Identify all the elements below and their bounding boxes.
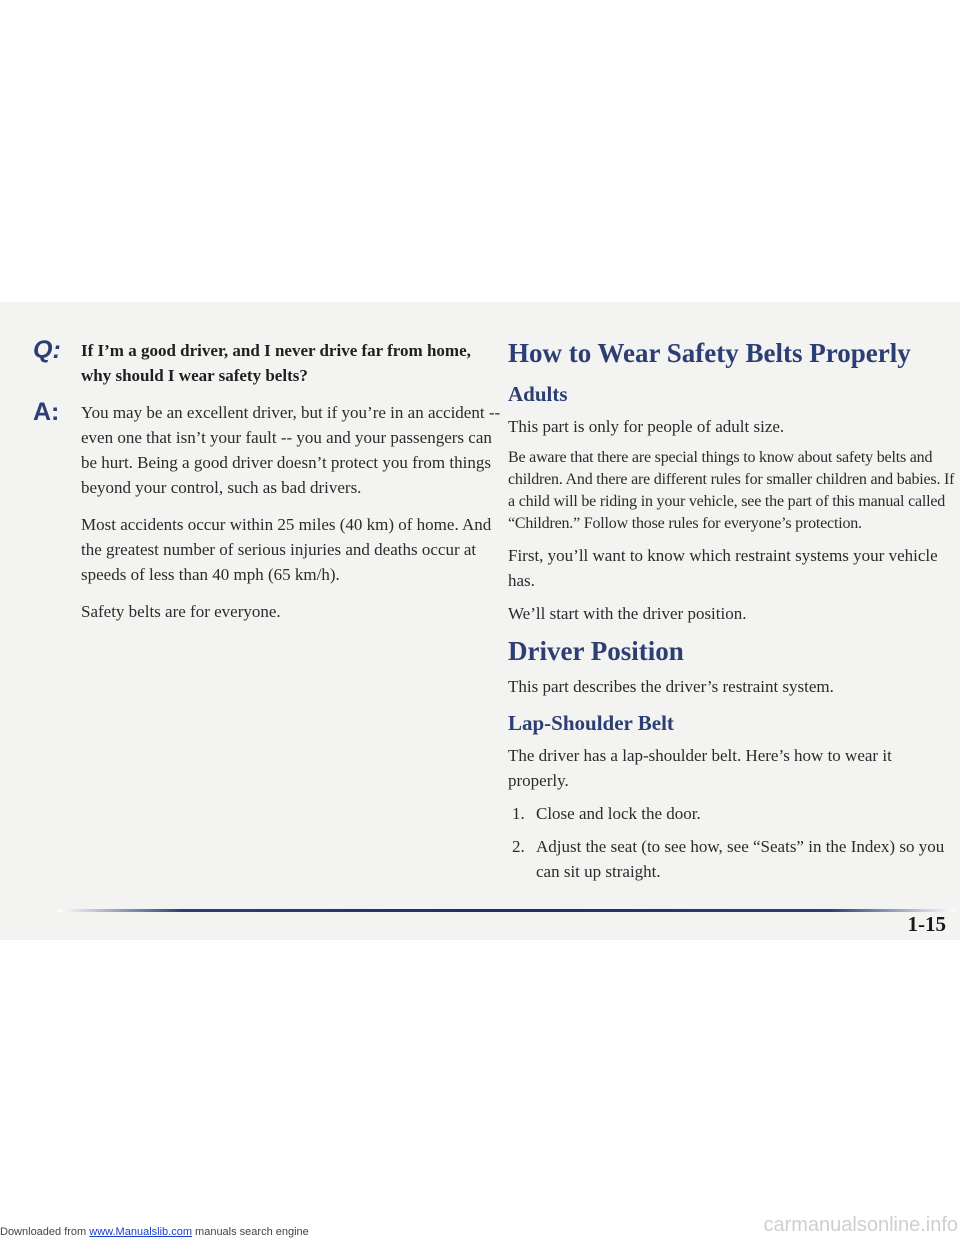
adults-paragraph: This part is only for people of adult size. (508, 417, 785, 436)
left-column (33, 338, 503, 624)
list-item (508, 834, 956, 884)
manualslib-link[interactable]: www.Manualslib.com (89, 1226, 192, 1238)
question-block (33, 338, 503, 388)
lap-shoulder-paragraph: The driver has a lap-shoulder belt. Here’s how to wear it properly. (508, 746, 892, 790)
list-item-text: Adjust the seat (to see how, see “Seats” in the Index) so you can sit up straight. (536, 837, 945, 881)
list-item-number: 1. (512, 804, 525, 823)
footer-rule (58, 909, 956, 912)
list-item-text: Close and lock the door. (536, 804, 701, 823)
footer-suffix: manuals search engine (191, 1226, 309, 1238)
driver-paragraph: This part describes the driver’s restraint system. (508, 677, 834, 696)
subsection-title-lap-shoulder-belt: Lap-Shoulder Belt (508, 711, 674, 735)
answer-text: You may be an excellent driver, but if you’re in an accident -- even one that isn’t your fault -- you and your passengers can be hurt. Being a good driver doesn’t protect you from things beyond your control, such as bad drivers. (81, 403, 501, 497)
page-number: 1-15 (907, 912, 946, 936)
question-label: Q: (33, 336, 61, 364)
section-title-driver-position: Driver Position (508, 636, 684, 666)
footer-prefix: Downloaded from (0, 1226, 90, 1238)
question-text: If I’m a good driver, and I never drive far from home, why should I wear safety belts? (81, 341, 471, 385)
list-item-number: 2. (512, 837, 525, 856)
answer-label: A: (33, 398, 60, 426)
restraint-systems-paragraph: First, you’ll want to know which restraint systems your vehicle has. (508, 546, 938, 590)
list-item (508, 801, 956, 826)
download-footer (0, 1226, 309, 1238)
right-column (508, 336, 956, 884)
section-title-wear-safety-belts: How to Wear Safety Belts Properly (508, 338, 911, 368)
subsection-title-adults: Adults (508, 382, 568, 406)
driver-position-intro: We’ll start with the driver position. (508, 604, 747, 623)
children-notice-paragraph: Be aware that there are special things to know about safety belts and children. And there are different rules for smaller children and babies. If a child will be riding in your vehicle, see the part of this manual called “Children.” Follow those rules for everyone’s protection. (508, 449, 955, 532)
answer-paragraph-everyone: Safety belts are for everyone. (81, 602, 281, 621)
watermark: carmanualsonline.info (763, 1214, 958, 1236)
answer-paragraph-accidents: Most accidents occur within 25 miles (40 km) of home. And the greatest number of serious injuries and deaths occur at speeds of less than 40 mph (65 km/h). (81, 515, 492, 584)
answer-block (33, 400, 503, 624)
